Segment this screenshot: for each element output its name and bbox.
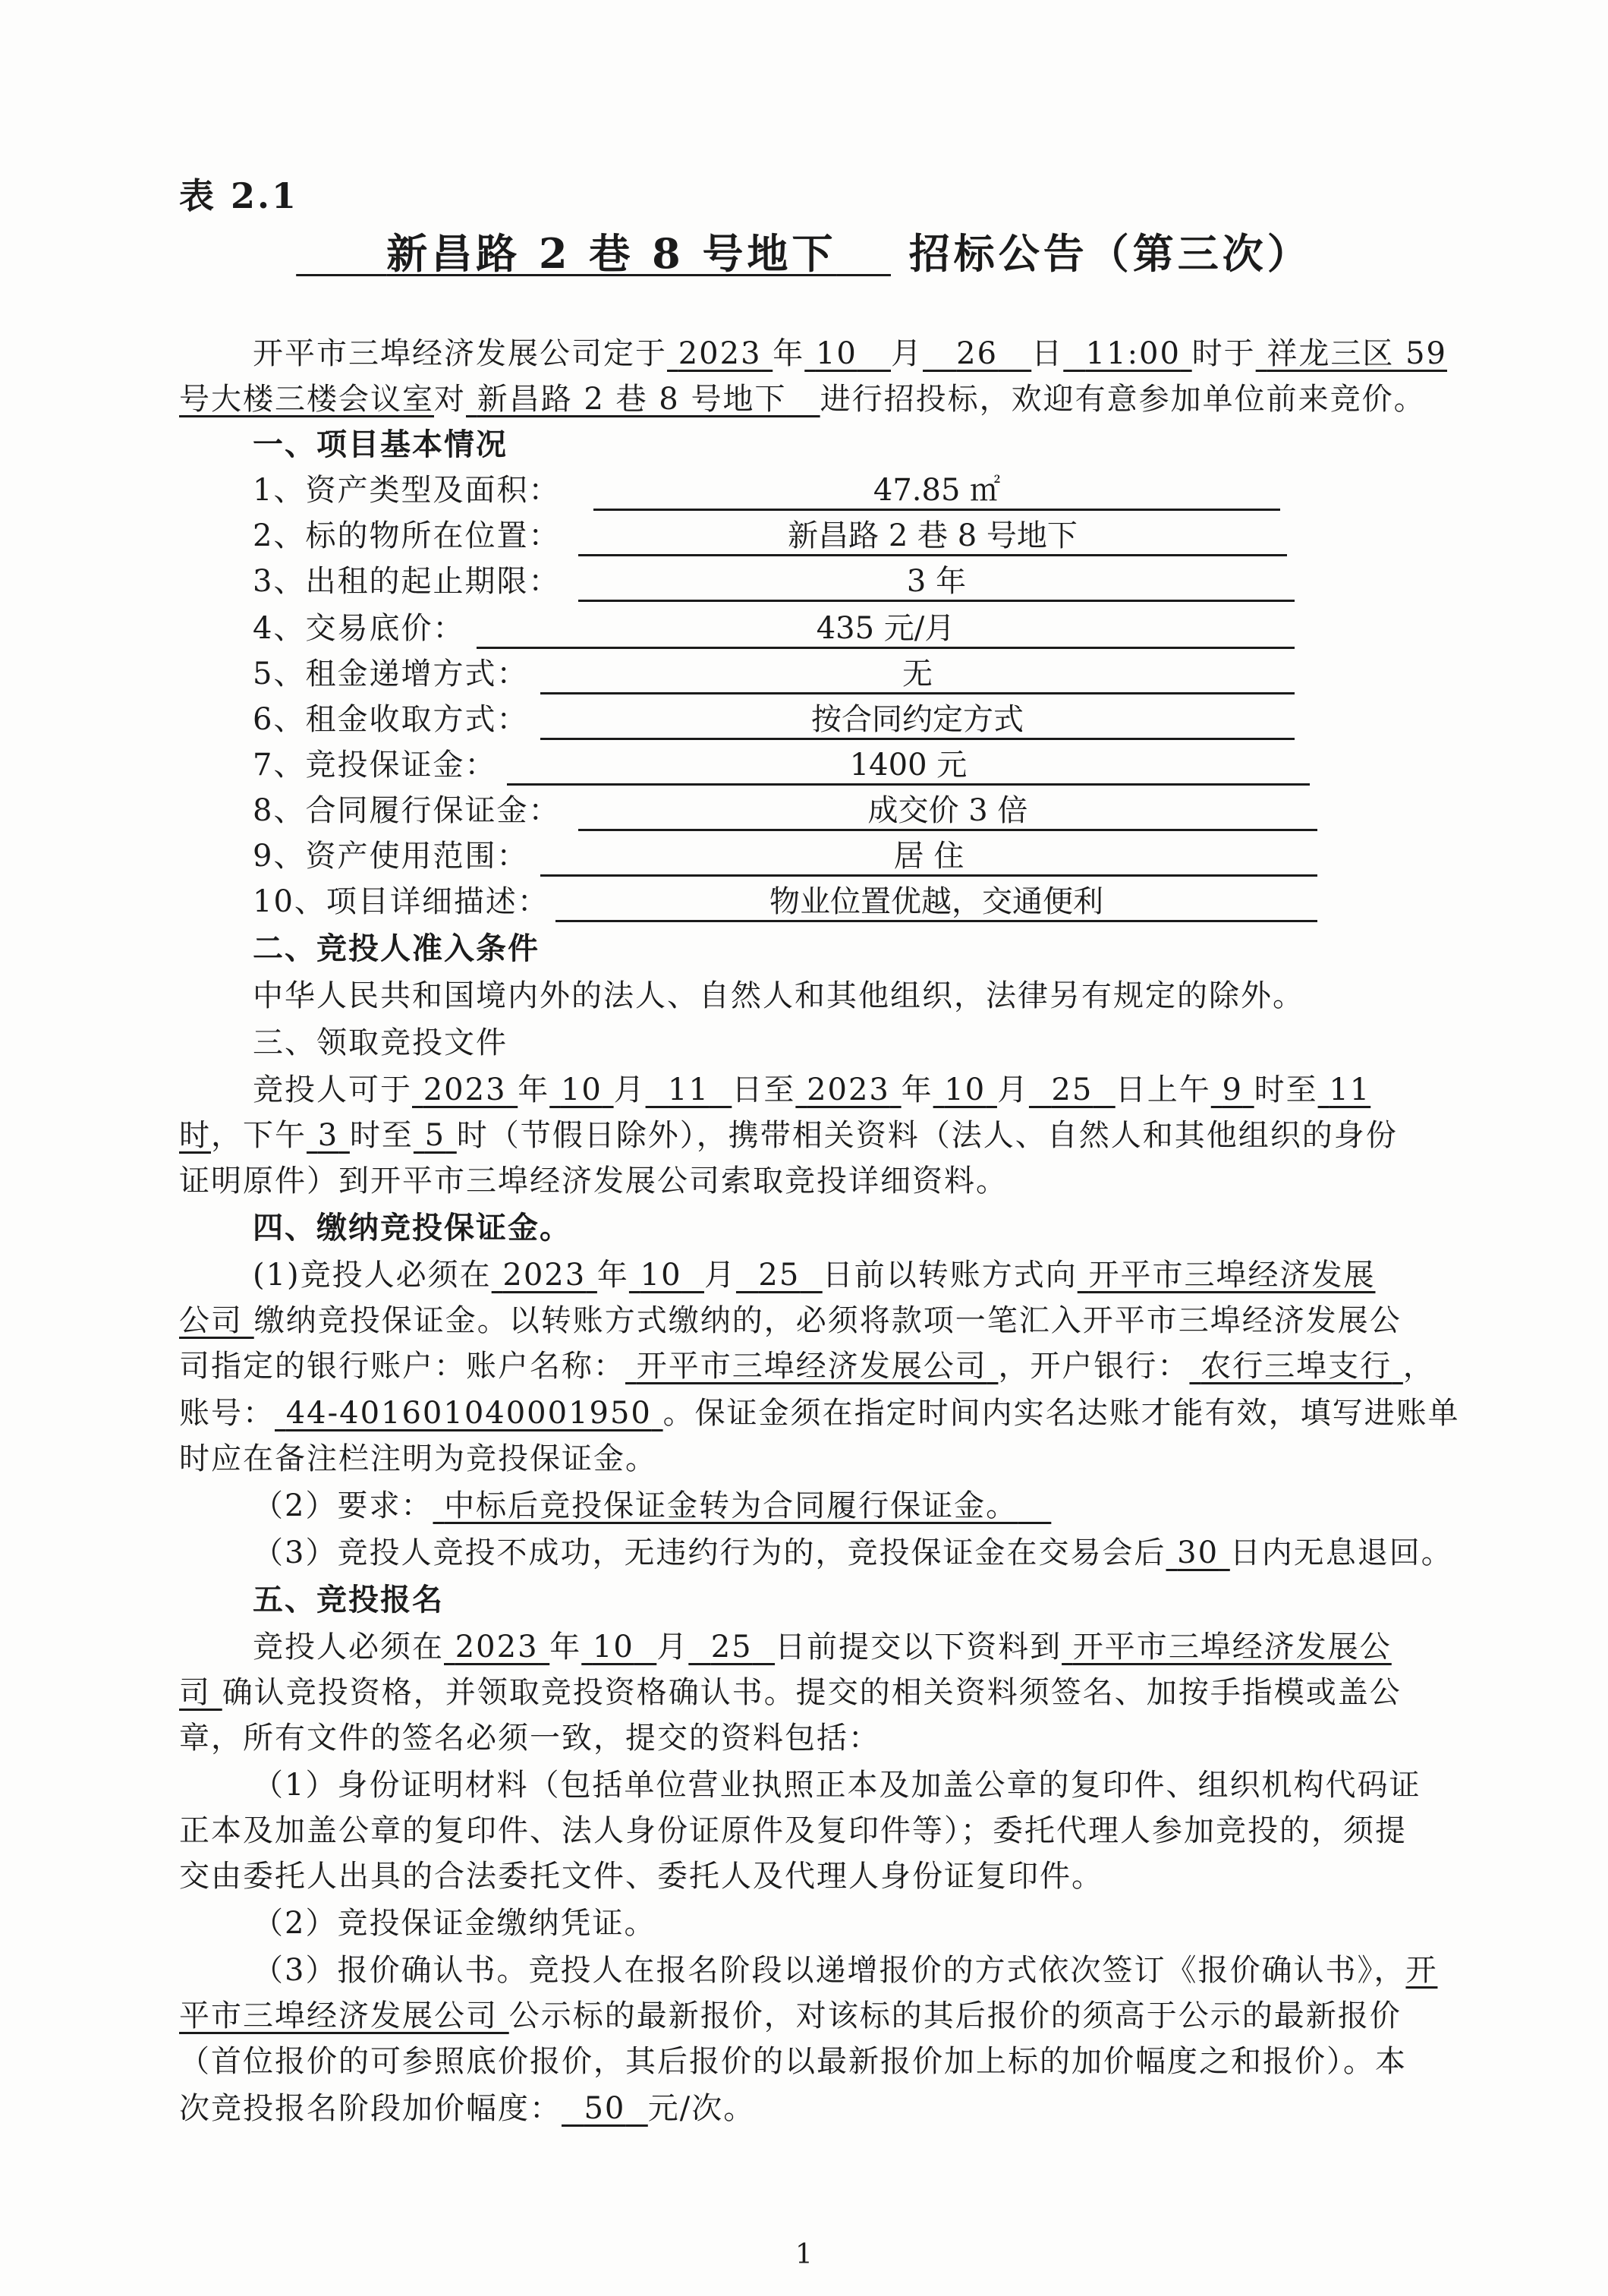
- intro-line-1: 开平市三埠经济发展公司定于 2023 年 10 月 26 日 11:00 时于 祥龙三区 59: [253, 336, 1448, 371]
- item-9-value: 居 住: [540, 835, 1317, 877]
- section-5-line-11: 次竞投报名阶段加价幅度： 50 元/次。: [179, 2091, 756, 2126]
- item-4-value: 435 元/月: [477, 607, 1295, 649]
- section-5-line-8: （3）报价确认书。竞投人在报名阶段以递增报价的方式依次签订《报价确认书》，开: [253, 1953, 1438, 1988]
- section-4-line-1: (1)竞投人必须在 2023 年 10 月 25 日前以转账方式向 开平市三埠经济发展: [253, 1258, 1376, 1293]
- section-5-line-1: 竞投人必须在 2023 年 10 月 25 日前提交以下资料到 开平市三埠经济发展公: [253, 1630, 1392, 1665]
- section-1-heading: 一、项目基本情况: [253, 427, 508, 462]
- item-4-label: 4、交易底价：: [253, 611, 465, 646]
- section-5-line-2: 司 确认竞投资格，并领取竞投资格确认书。提交的相关资料须签名、加按手指模或盖公: [179, 1675, 1402, 1710]
- item-7-value: 1400 元: [507, 744, 1310, 786]
- item-10-value: 物业位置优越，交通便利: [555, 880, 1317, 922]
- section-5-line-10: （首位报价的可参照底价报价，其后报价的以最新报价加上标的加价幅度之和报价）。本: [179, 2044, 1407, 2079]
- section-4-line-6: （2）要求： 中标后竞投保证金转为合同履行保证金。: [253, 1488, 1018, 1523]
- item-8-value: 成交价 3 倍: [578, 789, 1317, 831]
- section-4-line-5: 时应在备注栏注明为竞投保证金。: [179, 1441, 657, 1476]
- section-4-line-2: 公司 缴纳竞投保证金。以转账方式缴纳的，必须将款项一笔汇入开平市三埠经济发展公: [179, 1303, 1402, 1338]
- item-2-label: 2、标的物所在位置：: [253, 518, 561, 553]
- item-3-label: 3、出租的起止期限：: [253, 564, 561, 599]
- section-5-line-7: （2）竞投保证金缴纳凭证。: [253, 1906, 656, 1941]
- item-1-value: 47.85 ㎡: [593, 469, 1280, 511]
- item-10-label: 10、项目详细描述：: [253, 884, 549, 919]
- item-7-label: 7、竞投保证金：: [253, 748, 497, 783]
- section-5-line-3: 章，所有文件的签名必须一致，提交的资料包括：: [179, 1721, 880, 1756]
- item-3-value: 3 年: [578, 560, 1295, 602]
- section-3-line-2: 时，下午 3 时至 5 时（节假日除外），携带相关资料（法人、自然人和其他组织的身份: [179, 1118, 1398, 1153]
- item-2-value: 新昌路 2 巷 8 号地下: [578, 515, 1287, 556]
- section-4-heading: 四、缴纳竞投保证金。: [253, 1210, 571, 1246]
- title-rest: 招标公告（第三次）: [908, 229, 1312, 278]
- section-3-line-3: 证明原件）到开平市三埠经济发展公司索取竞投详细资料。: [179, 1164, 1008, 1198]
- section-5-line-5: 正本及加盖公章的复印件、法人身份证原件及复印件等）；委托代理人参加竞投的，须提: [179, 1813, 1407, 1848]
- item-1-label: 1、资产类型及面积：: [253, 473, 561, 508]
- item-5-value: 无: [540, 653, 1295, 694]
- section-4-line-7: （3）竞投人竞投不成功，无违约行为的，竞投保证金在交易会后 30 日内无息退回。: [253, 1535, 1453, 1570]
- table-number: 表 2.1: [179, 175, 299, 216]
- section-5-line-4: （1）身份证明材料（包括单位营业执照正本及加盖公章的复印件、组织机构代码证: [253, 1768, 1421, 1803]
- item-5-label: 5、租金递增方式：: [253, 657, 529, 691]
- section-3-heading: 三、领取竞投文件: [253, 1025, 508, 1060]
- section-4-line-3: 司指定的银行账户：账户名称： 开平市三埠经济发展公司 ，开户银行： 农行三埠支行 ，: [179, 1349, 1435, 1384]
- item-6-value: 按合同约定方式: [540, 698, 1295, 740]
- title-project: 新昌路 2 巷 8 号地下: [386, 229, 837, 278]
- section-2-heading: 二、竞投人准入条件: [253, 931, 540, 966]
- section-5-line-6: 交由委托人出具的合法委托文件、委托人及代理人身份证复印件。: [179, 1859, 1103, 1894]
- page-title: [0, 222, 1608, 280]
- intro-line-2: 号大楼三楼会议室对 新昌路 2 巷 8 号地下 进行招投标，欢迎有意参加单位前来竞价。: [179, 382, 1426, 417]
- item-6-label: 6、租金收取方式：: [253, 702, 529, 737]
- item-8-label: 8、合同履行保证金：: [253, 793, 561, 828]
- section-4-line-4: 账号： 44-401601040001950 。保证金须在指定时间内实名达账才能有效，填写进账单: [179, 1396, 1460, 1431]
- page-number: 1: [795, 2239, 813, 2270]
- section-2-text: 中华人民共和国境内外的法人、自然人和其他组织，法律另有规定的除外。: [253, 978, 1304, 1013]
- section-3-line-1: 竞投人可于 2023 年 10 月 11 日至 2023 年 10 月 25 日上午 9 时至 11: [253, 1072, 1371, 1107]
- section-5-line-9: 平市三埠经济发展公司 公示标的最新报价，对该标的其后报价的须高于公示的最新报价: [179, 1998, 1402, 2033]
- section-5-heading: 五、竞投报名: [253, 1582, 444, 1617]
- item-9-label: 9、资产使用范围：: [253, 839, 529, 874]
